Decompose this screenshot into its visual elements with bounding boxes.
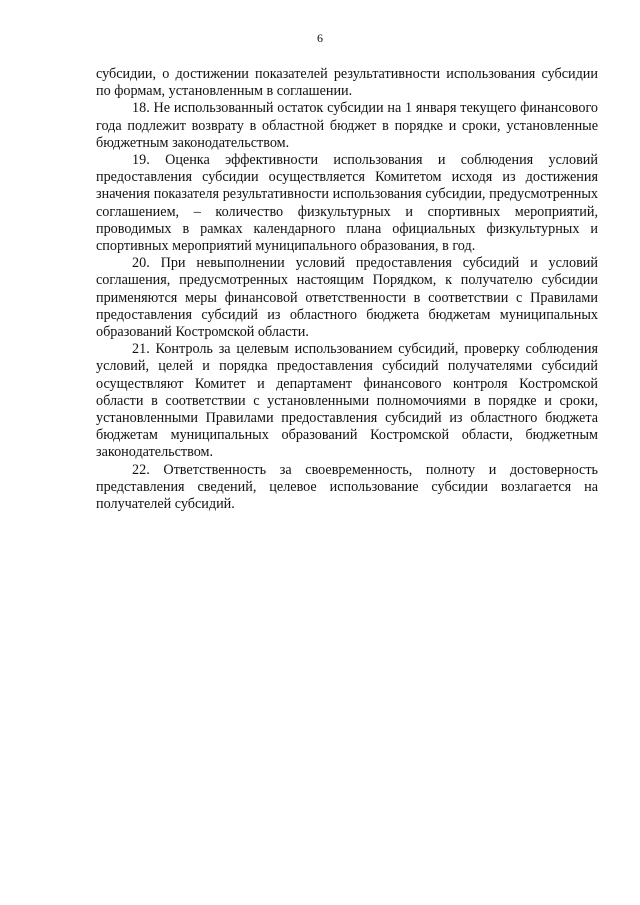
paragraph-20: 20. При невыполнении условий предоставления субсидий и условий соглашения, предусмотренных настоящим Порядком, к получателю субсидии применяются меры финансовой ответственности в соответствии с Правилами предоставления субсидий из областного бюджета бюджетам муниципальных образований Костромской области. xyxy=(96,255,598,341)
paragraph-21: 21. Контроль за целевым использованием субсидий, проверку соблюдения условий, целей и порядка предоставления субсидий получателями субсидий осуществляют Комитет и департамент финансового контроля Костромской области в соответствии с установленными полномочиями в порядке и сроки, установленными Правилами предоставления субсидий из областного бюджета бюджетам муниципальных образований Костромской области, бюджетным законодательством. xyxy=(96,341,598,461)
paragraph-22: 22. Ответственность за своевременность, полноту и достоверность представления сведений, целевое использование субсидии возлагается на получателей субсидий. xyxy=(96,461,598,513)
paragraph-continuation: субсидии, о достижении показателей результативности использования субсидии по формам, установленным в соглашении. xyxy=(96,66,598,100)
paragraph-19: 19. Оценка эффективности использования и соблюдения условий предоставления субсидии осуществляется Комитетом исходя из достижения значения показателя результативности использования субсидии, предусмотренных соглашением, – количество физкультурных и спортивных мероприятий, проводимых в рамках календарного плана официальных физкультурных и спортивных мероприятий муниципального образования, в год. xyxy=(96,152,598,255)
document-body xyxy=(96,66,598,513)
page-number: 6 xyxy=(317,31,323,45)
paragraph-18: 18. Не использованный остаток субсидии на 1 января текущего финансового года подлежит возврату в областной бюджет в порядке и сроки, установленные бюджетным законодательством. xyxy=(96,100,598,151)
